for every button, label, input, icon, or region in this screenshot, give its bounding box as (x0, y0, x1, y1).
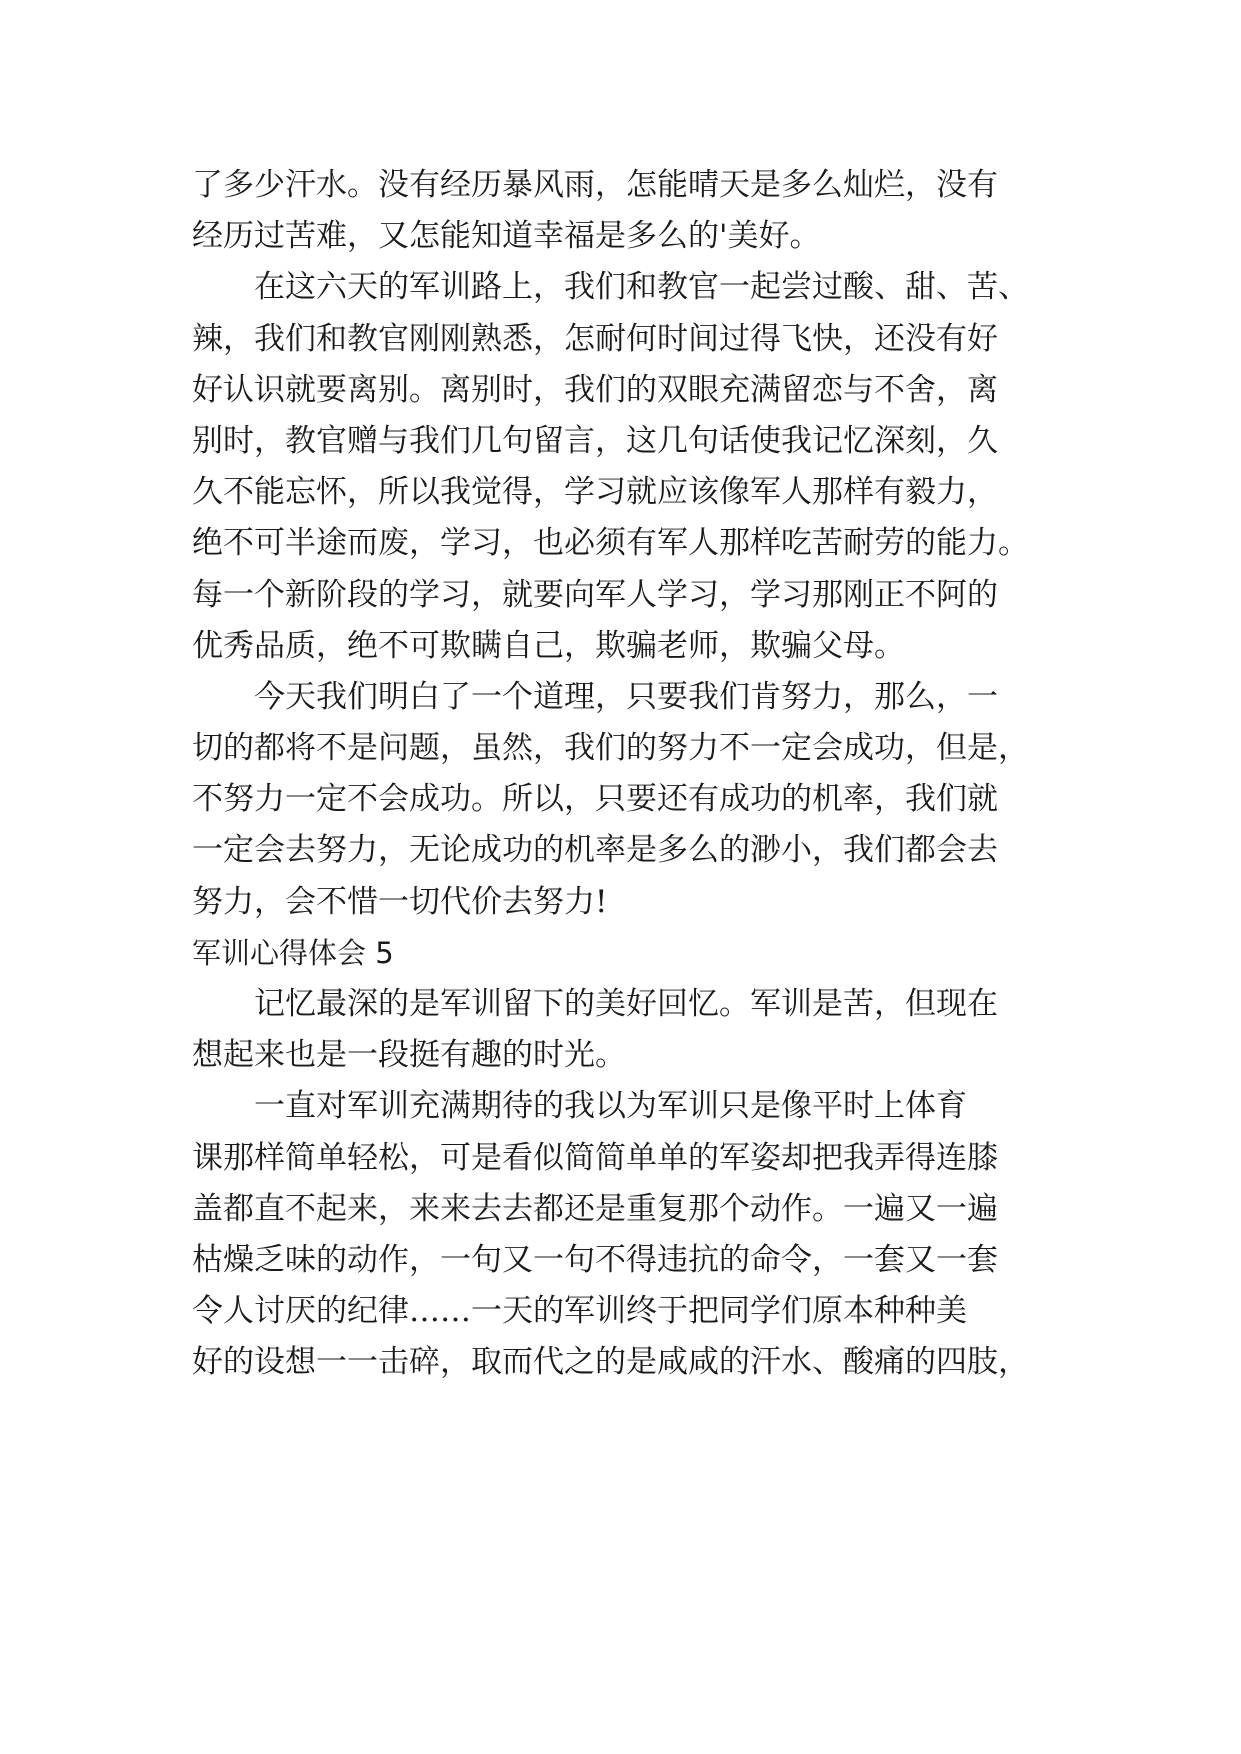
paragraph-start-line: 一直对军训充满期待的我以为军训只是像平时上体育 (254, 1088, 967, 1125)
text-line: 久不能忘怀，所以我觉得，学习就应该像军人那样有毅力， (192, 474, 998, 511)
text-line: 好认识就要离别。离别时，我们的双眼充满留恋与不舍，离 (192, 371, 998, 408)
text-line: 令人讨厌的纪律……一天的军训终于把同学们原本种种美 (192, 1293, 967, 1330)
section-heading: 军训心得体会 5 (192, 935, 394, 970)
text-line: 枯燥乏味的动作，一句又一句不得违抗的命令，一套又一套 (192, 1241, 998, 1278)
text-line: 想起来也是一段挺有趣的时光。 (192, 1037, 626, 1074)
document-body (192, 160, 1054, 1389)
text-line: 每一个新阶段的学习，就要向军人学习，学习那刚正不阿的 (192, 576, 998, 613)
text-line: 绝不可半途而废，学习，也必须有军人那样吃苦耐劳的能力。 (192, 525, 1029, 562)
text-line: 辣，我们和教官刚刚熟悉，怎耐何时间过得飞快，还没有好 (192, 320, 998, 357)
paragraph-start-line: 在这六天的军训路上，我们和教官一起尝过酸、甜、苦、 (254, 269, 1029, 306)
text-line: 盖都直不起来，来来去去都还是重复那个动作。一遍又一遍 (192, 1190, 998, 1227)
text-line: 努力，会不惜一切代价去努力! (192, 883, 608, 920)
text-line: 了多少汗水。没有经历暴风雨，怎能晴天是多么灿烂，没有 (192, 167, 998, 203)
text-line: 一定会去努力，无论成功的机率是多么的渺小，我们都会去 (192, 832, 998, 869)
text-line: 别时，教官赠与我们几句留言，这几句话使我记忆深刻，久 (192, 422, 998, 459)
text-line: 切的都将不是问题，虽然，我们的努力不一定会成功，但是， (192, 730, 1029, 767)
text-line: 好的设想一一击碎，取而代之的是咸咸的汗水、酸痛的四肢， (192, 1344, 1029, 1381)
text-line: 优秀品质，绝不可欺瞒自己，欺骗老师，欺骗父母。 (192, 627, 905, 664)
paragraph-start-line: 记忆最深的是军训留下的美好回忆。军训是苦，但现在 (254, 986, 998, 1022)
text-line: 不努力一定不会成功。所以，只要还有成功的机率，我们就 (192, 781, 998, 818)
text-line: 经历过苦难，又怎能知道幸福是多么的'美好。 (192, 218, 821, 255)
text-line: 课那样简单轻松，可是看似简简单单的军姿却把我弄得连膝 (192, 1139, 998, 1176)
paragraph-start-line: 今天我们明白了一个道理，只要我们肯努力，那么，一 (254, 678, 998, 715)
